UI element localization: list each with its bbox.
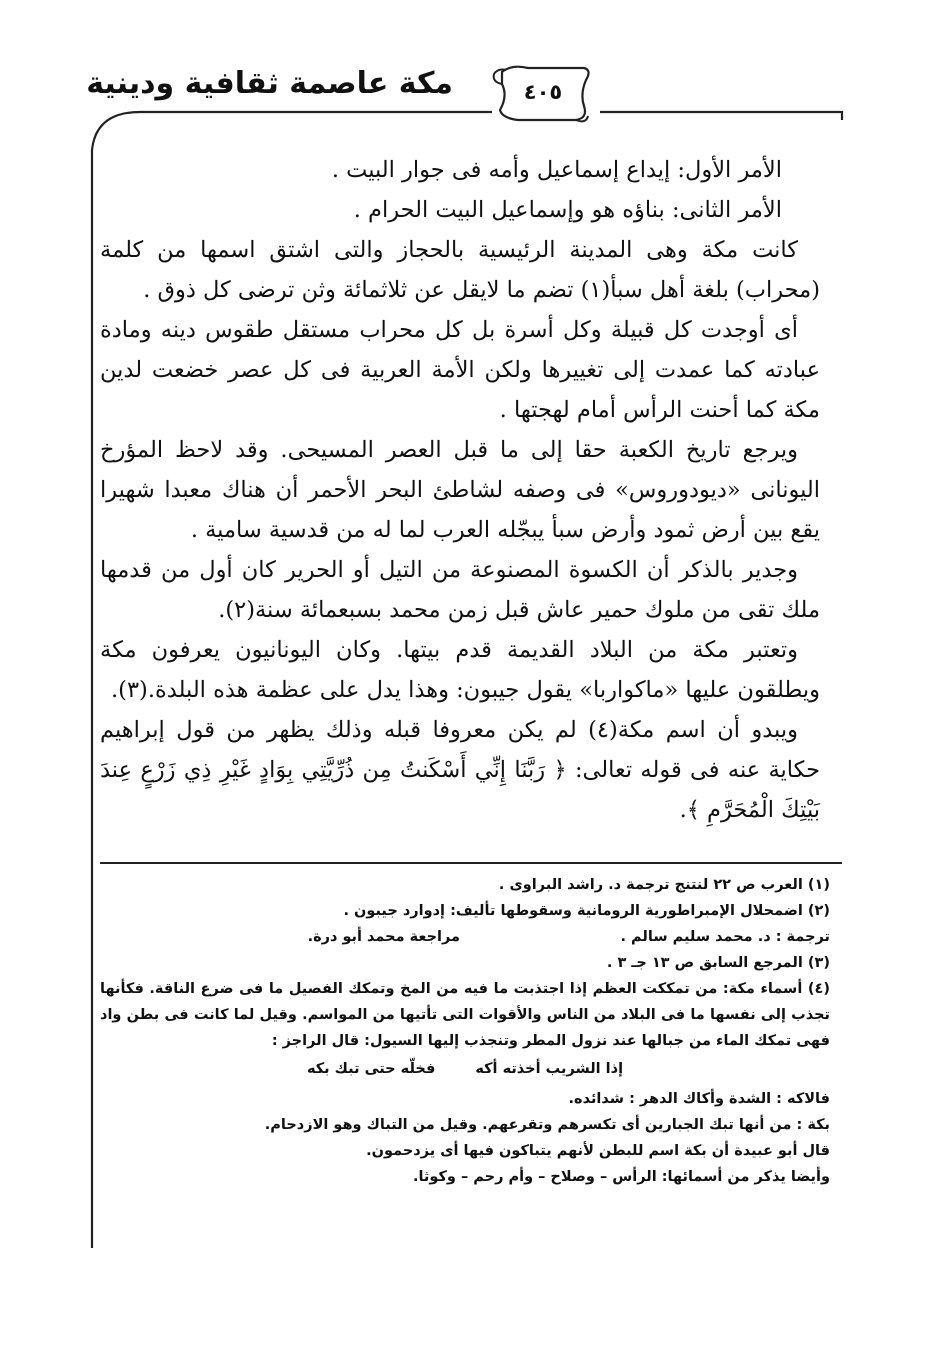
paragraph: الأمر الأول: إيداع إسماعيل وأمه فى جوار البيت . (331, 157, 782, 183)
paragraph: أى أوجدت كل قبيلة وكل أسرة بل كل محراب مستقل طقوس دينه ومادة عبادته كما عمدت إلى تغييرها ولكن الأمة العربية فى كل عصر خضعت لدين مكة كما أحنت الرأس أمام لهجتها . (100, 317, 820, 423)
footnote-3: (٣) المرجع السابق ص ١٣ جـ ٣ . (606, 955, 830, 971)
footnote-divider (100, 862, 842, 864)
paragraph: وتعتبر مكة من البلاد القديمة قدم بيتها. وكان اليونانيون يعرفون مكة ويطلقون عليها «ماكواربا» يقول جيبون: وهذا يدل على عظمة هذه البلدة.(٣). (100, 637, 820, 703)
paragraph: وجدير بالذكر أن الكسوة المصنوعة من التيل أو الحرير كان أول من قدمها ملك تقى من ملوك حمير عاش قبل زمن محمد بسبعمائة سنة(٢). (100, 557, 820, 623)
footnote-4-line: وأيضا يذكر من أسمائها: الرأس – وصلاح – وأم رحم – وكوثا. (412, 1169, 830, 1185)
poem-hemistich: إذا الشريب أخذته أكه (475, 1061, 624, 1077)
footnotes (100, 872, 830, 1190)
footnote-2-credits (100, 924, 830, 950)
footnote-4: (٤) أسماء مكة: من تمككت العظم إذا اجتذبت ما فيه من المخ وتمكك الفصيل ما فى ضرع الناقة. فكأنها تجذب إلى نفسها ما فى البلاد من الناس والأقوات التى تأتيها من المواسم. وقيل لما كانت فى بطن واد فهى تمكك الماء من جبالها عند نزول المطر وتنجذب إليها السيول: قال الراجز : (100, 981, 830, 1049)
footnote-2-translation: ترجمة : د. محمد سليم سالم . (620, 929, 830, 945)
poem-verse (100, 1056, 830, 1082)
paragraph: ويرجع تاريخ الكعبة حقا إلى ما قبل العصر المسيحى. وقد لاحظ المؤرخ اليونانى «ديودوروس» فى وصفه لشاطئ البحر الأحمر أن هناك معبدا شهيرا يقع بين أرض ثمود وأرض سبأ يبجّله العرب لما له من قدسية سامية . (100, 437, 820, 543)
footnote-4-line: فالاكه : الشدة وأكاك الدهر : شدائده. (568, 1091, 830, 1107)
main-text (100, 150, 820, 830)
paragraph: ويبدو أن اسم مكة(٤) لم يكن معروفا قبله وذلك يظهر من قول إبراهيم حكاية عنه فى قوله تعالى: ﴿ رَبَّنَا إِنِّي أَسْكَنتُ مِن ذُرِّيَّتِي بِوَادٍ غَيْرِ ذِي زَرْعٍ عِندَ بَيْتِكَ الْمُحَرَّمِ ﴾. (100, 717, 820, 823)
footnote-2: (٢) اضمحلال الإمبراطورية الرومانية وسقوطها تأليف: إدوارد جيبون . (343, 903, 830, 919)
book-title: مكة عاصمة ثقافية ودينية (86, 66, 453, 101)
footnote-4-line: قال أبو عبيدة أن بكة اسم للبطن لأنهم يتباكون فيها أى يزدحمون. (366, 1143, 830, 1159)
footnote-4-line: بكة : من أنها تبك الجبارين أى تكسرهم وتقرعهم. وقيل من التباك وهو الازدحام. (264, 1117, 830, 1133)
footnote-1: (١) العرب ص ٢٢ لنتنج ترجمة د. راشد البراوى . (498, 877, 830, 893)
paragraph: الأمر الثانى: بناؤه هو وإسماعيل البيت الحرام . (353, 197, 782, 223)
poem-hemistich: فخلّه حتى تبك بكه (306, 1061, 436, 1077)
footnote-2-review: مراجعة محمد أبو درة. (307, 929, 460, 945)
paragraph: كانت مكة وهى المدينة الرئيسية بالحجاز والتى اشتق اسمها من كلمة (محراب) بلغة أهل سبأ(١) تضم ما لايقل عن ثلاثمائة وثن ترضى كل ذوق . (100, 237, 820, 303)
page-number: ٤٠٥ (523, 80, 563, 104)
